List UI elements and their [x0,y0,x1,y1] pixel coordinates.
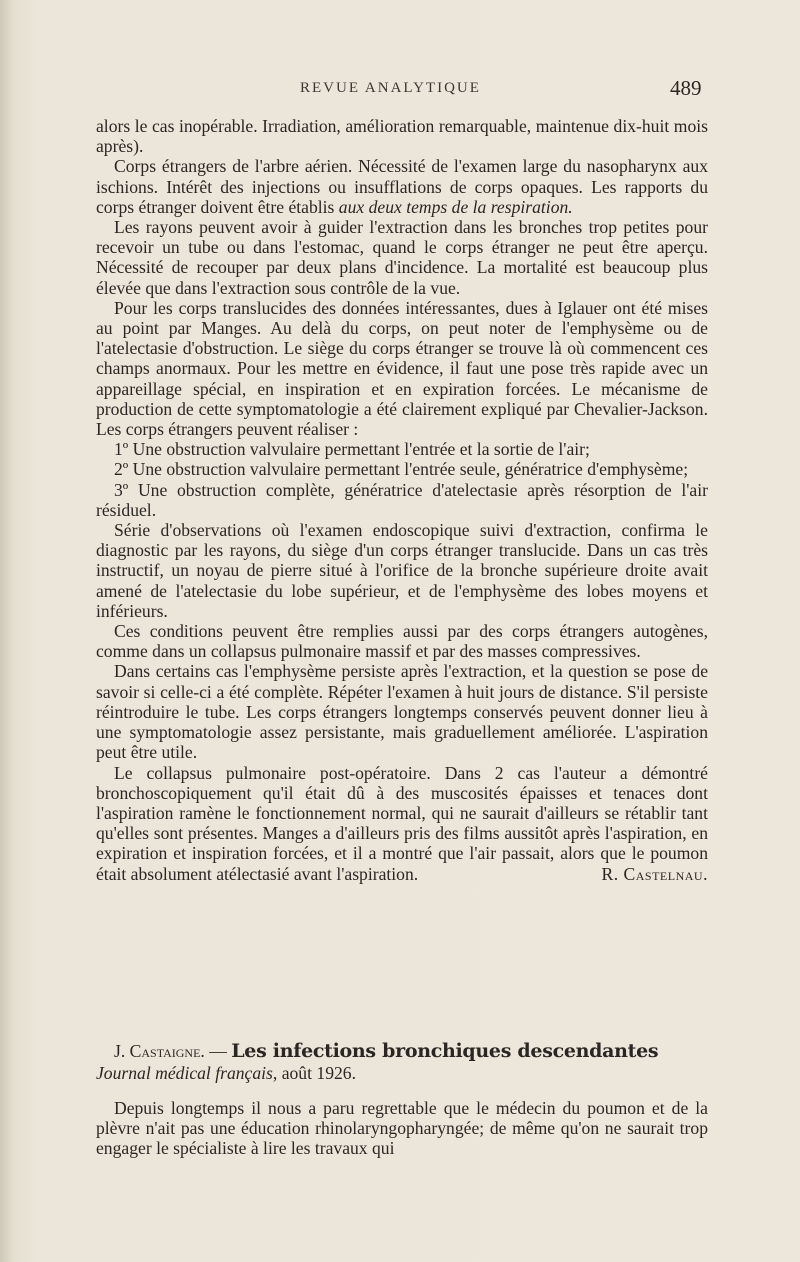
paragraph [96,763,708,884]
paragraph: Série d'observations où l'examen endoscopique suivi d'extraction, confirma le diagnostic par les rayons, du siège d'un corps étranger translucide. Dans un cas très instructif, un noyau de pierre situé à l'orifice de la bronche supérieure droite avait amené de l'atelectasie du lobe supérieur, et de l'emphysème des lobes moyens et inférieurs. [96,520,708,621]
article-author: J. Castaigne. [114,1041,205,1061]
list-item: 3º Une obstruction complète, génératrice d'atelectasie après résorption de l'air résiduel. [96,479,708,520]
paragraph: Les rayons peuvent avoir à guider l'extraction dans les bronches trop petites pour recevoir un tube ou dans l'estomac, quand le corps étranger ne peut être aperçu. Nécessité de recouper par deux plans d'incidence. La mortalité est beaucoup plus élevée que dans l'extraction sous contrôle de la vue. [96,217,708,298]
list-item: 2º Une obstruction valvulaire permettant l'entrée seule, génératrice d'emphysème; [114,459,689,480]
paragraph: Depuis longtemps il nous a paru regrettable que le médecin du poumon et de la plèvre n'ait pas une éducation rhinolaryngopharyngée; de même qu'on ne saurait trop engager le spécialiste à lire les travaux qui [96,1098,708,1159]
paragraph [96,156,708,217]
paragraph-text: Corps étrangers de l'arbre aérien. Nécessité de l'examen large du nasopharynx aux ischions. Intérêt des injections ou insufflations de corps opaques. Les rapports du corps étranger doivent être établis [96,156,708,217]
article-body [96,1098,708,1159]
publication-date: , août 1926. [272,1063,356,1083]
running-head: REVUE ANALYTIQUE [300,80,481,96]
paragraph: Dans certains cas l'emphysème persiste après l'extraction, et la question se pose de savoir si celle-ci a été complète. Répéter l'examen à huit jours de distance. S'il persiste réintroduire le tube. Les corps étrangers longtemps conservés peuvent donner lieu à une symptomatologie assez persistante, mais graduellement améliorée. L'aspiration peut être utile. [96,661,708,763]
signature: R. Castelnau. [601,863,708,884]
journal-name: Journal médical français [96,1063,273,1083]
paragraph-text: Le collapsus pulmonaire post-opératoire. Dans 2 cas l'auteur a démontré bronchoscopiquement qu'il était dû à des muscosités épaisses et tenaces dont l'aspiration ramène le fonctionnement normal, qui ne saurait d'ailleurs se rétablir tant qu'elles sont présentes. Manges a d'ailleurs pris des films aussitôt après l'aspiration, en expiration et inspiration forcées, et il a montré que l'air passait, alors que le poumon était absolument atélectasié avant l'aspiration. [96,762,708,884]
paragraph: alors le cas inopérable. Irradiation, amélioration remarquable, maintenue dix-huit mois après). [96,116,708,157]
paragraph: Ces conditions peuvent être remplies aussi par des corps étrangers autogènes, comme dans un collapsus pulmonaire massif et par des masses compressives. [96,621,708,662]
page-header [0,78,800,104]
review-body [96,116,708,884]
article-heading [96,1040,708,1084]
heading-dash: — [209,1041,227,1061]
list-item: 1º Une obstruction valvulaire permettant l'entrée et la sortie de l'air; [114,439,590,460]
article-title: Les infections bronchiques descendantes [231,1040,659,1062]
paragraph: Pour les corps translucides des données intéressantes, dues à Iglauer ont été mises au point par Manges. Au delà du corps, on peut noter de l'emphysème ou de l'atelectasie d'obstruction. Le siège du corps étranger se trouve là où commencent ces champs anormaux. Pour les mettre en évidence, il faut une pose très rapide avec un appareillage spécial, en inspiration et en expiration forcées. Le mécanisme de production de cette symptomatologie a été clairement expliqué par Chevalier-Jackson. Les corps étrangers peuvent réaliser : [96,297,708,440]
emphasis-text: aux deux temps de la respiration. [338,196,573,217]
page-number: 489 [670,76,702,100]
